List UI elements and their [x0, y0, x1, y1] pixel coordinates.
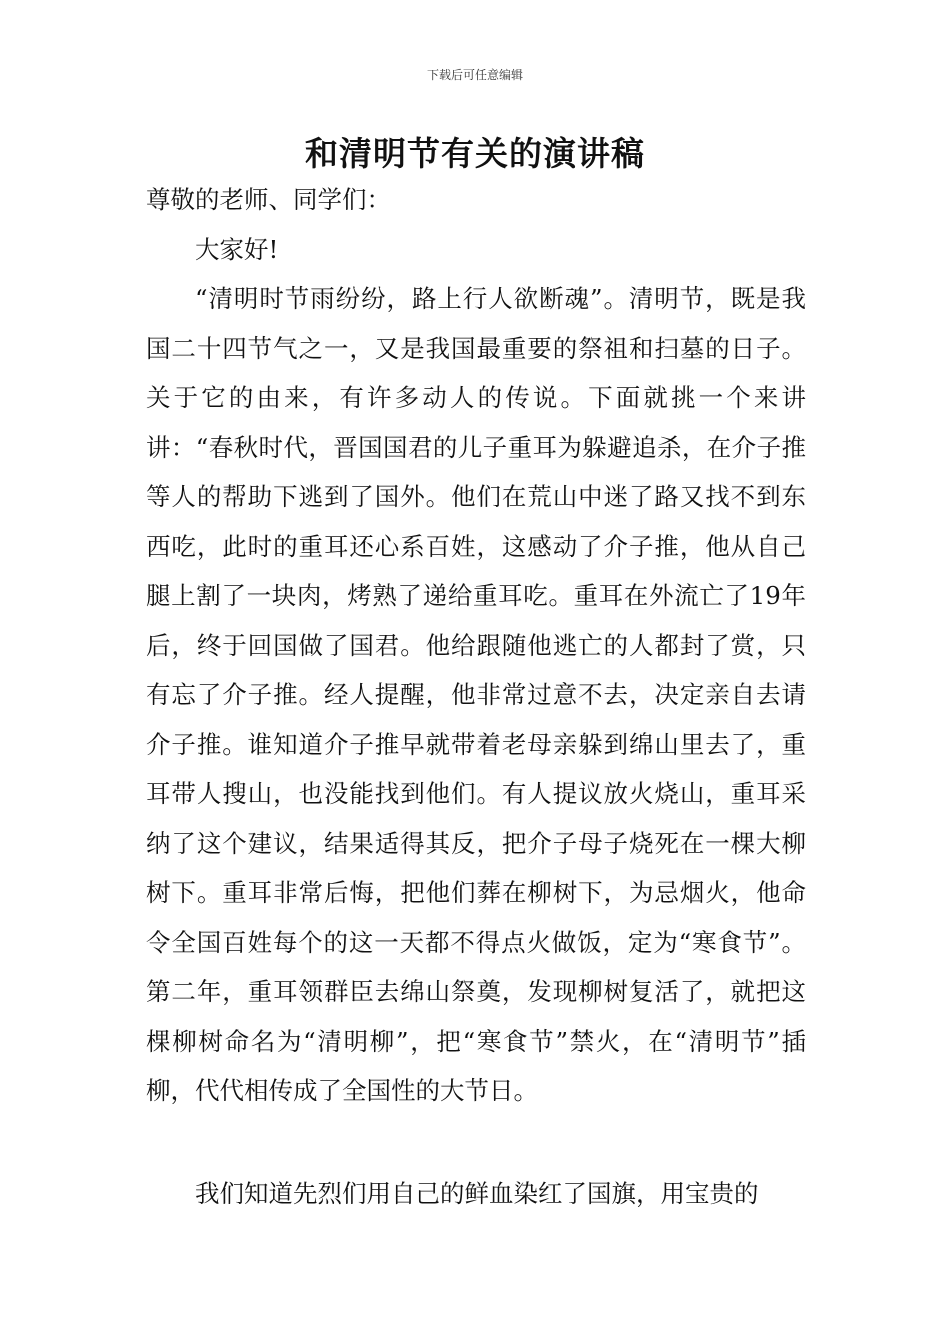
document-title: 和清明节有关的演讲稿 [305, 134, 645, 173]
greeting: 大家好! [195, 235, 279, 264]
body-paragraph: 我们知道先烈们用自己的鲜血染红了国旗，用宝贵的 [195, 1179, 759, 1208]
salutation: 尊敬的老师、同学们： [146, 185, 391, 214]
header-note: 下载后可任意编辑 [426, 68, 523, 82]
body-paragraph: “清明时节雨纷纷，路上行人欲断魂”。清明节，既是我国二十四节气之一，又是我国最重要的祭祖和扫墓的日子。关于它的由来，有许多动人的传说。下面就挑一个来讲讲：“春秋时代，晋国国君的儿子重耳为躲避追杀，在介子推等人的帮助下逃到了国外。他们在荒山中迷了路又找不到东西吃，此时的重耳还心系百姓，这感动了介子推，他从自己腿上割了一块肉，烤熟了递给重耳吃。重耳在外流亡了19年后，终于回国做了国君。他给跟随他逃亡的人都封了赏，只有忘了介子推。经人提醒，他非常过意不去，决定亲自去请介子推。谁知道介子推早就带着老母亲躲到绵山里去了，重耳带人搜山，也没能找到他们。有人提议放火烧山，重耳采纳了这个建议，结果适得其反，把介子母子烧死在一棵大柳树下。重耳非常后悔，把他们葬在柳树下，为忌烟火，他命令全国百姓每个的这一天都不得点火做饭，定为“寒食节”。第二年，重耳领群臣去绵山祭奠，发现柳树复活了，就把这棵柳树命名为“清明柳”，把“寒食节”禁火，在“清明节”插柳，代代相传成了全国性的大节日。 [146, 284, 806, 1105]
